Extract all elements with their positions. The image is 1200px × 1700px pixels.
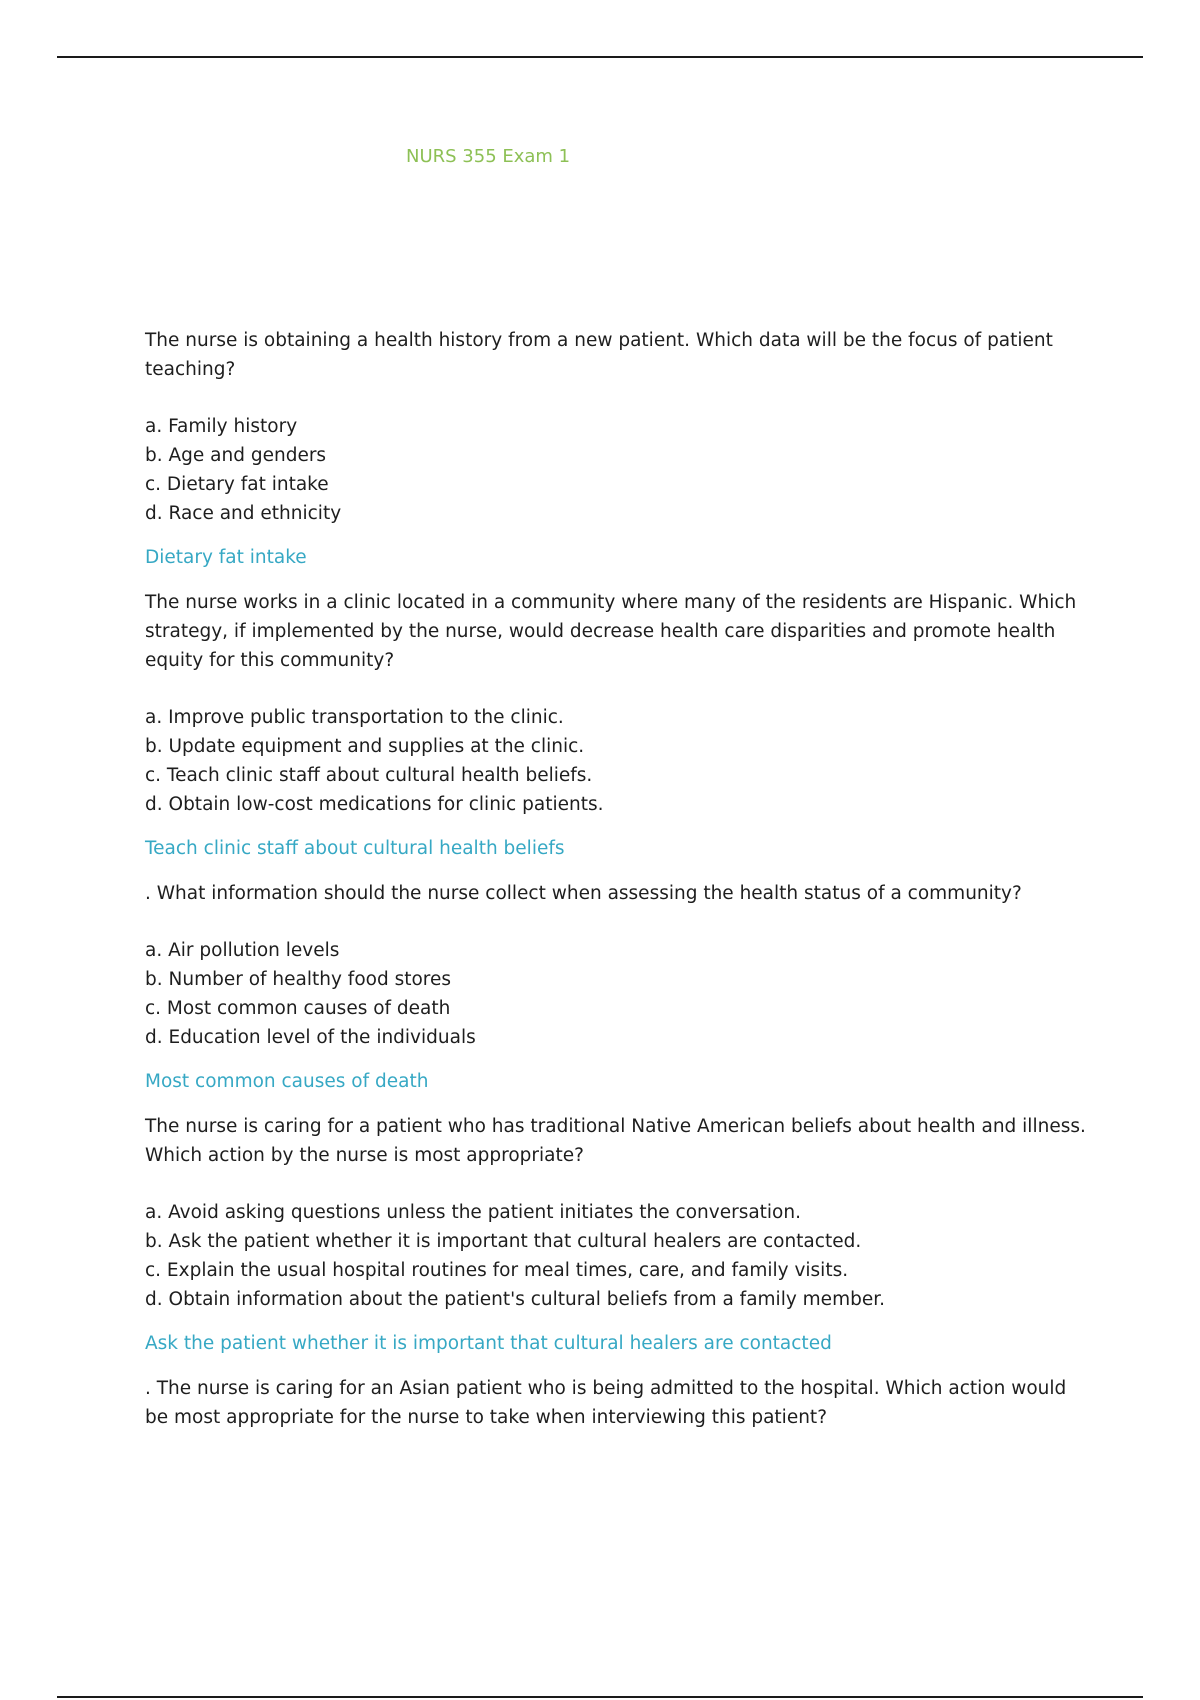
bottom-rule — [57, 1696, 1143, 1698]
question-prompt: The nurse is caring for a patient who has traditional Native American beliefs about health and illness. Which action by the nurse is most appropriate? — [145, 1116, 1086, 1166]
option-d: d. Obtain low-cost medications for clinic patients. — [145, 794, 604, 815]
correct-answer: Most common causes of death — [145, 1071, 429, 1092]
option-c: c. Most common causes of death — [145, 998, 451, 1019]
question-prompt: The nurse works in a clinic located in a community where many of the residents are Hispanic. Which strategy, if implemented by the nurse, would decrease health care disparities and promote health equity for this community? — [145, 592, 1077, 671]
option-a: a. Family history — [145, 416, 298, 437]
top-rule — [57, 56, 1143, 58]
correct-answer: Ask the patient whether it is important that cultural healers are contacted — [145, 1333, 832, 1354]
option-d: d. Obtain information about the patient's cultural beliefs from a family member. — [145, 1289, 885, 1310]
option-b: b. Ask the patient whether it is important that cultural healers are contacted. — [145, 1231, 862, 1252]
question-2 — [145, 588, 1095, 863]
question-4 — [145, 1112, 1095, 1358]
document-title: NURS 355 Exam 1 — [406, 146, 571, 167]
option-c: c. Explain the usual hospital routines for meal times, care, and family visits. — [145, 1260, 849, 1281]
option-d: d. Race and ethnicity — [145, 503, 342, 524]
answer-options — [145, 1198, 1095, 1314]
option-c: c. Teach clinic staff about cultural health beliefs. — [145, 765, 593, 786]
option-b: b. Number of healthy food stores — [145, 969, 452, 990]
question-prompt: . What information should the nurse collect when assessing the health status of a community? — [145, 883, 1022, 904]
question-1 — [145, 326, 1095, 572]
answer-options — [145, 412, 1095, 528]
option-d: d. Education level of the individuals — [145, 1027, 476, 1048]
option-b: b. Age and genders — [145, 445, 327, 466]
answer-options — [145, 703, 1095, 819]
question-prompt: . The nurse is caring for an Asian patient who is being admitted to the hospital. Which action would be most appropriate for the nurse to take when interviewing this patient? — [145, 1378, 1067, 1428]
question-list — [145, 326, 1095, 1460]
question-3 — [145, 879, 1095, 1096]
option-c: c. Dietary fat intake — [145, 474, 329, 495]
answer-options — [145, 936, 1095, 1052]
correct-answer: Teach clinic staff about cultural health beliefs — [145, 838, 565, 859]
question-prompt: The nurse is obtaining a health history from a new patient. Which data will be the focus of patient teaching? — [145, 330, 1053, 380]
option-a: a. Air pollution levels — [145, 940, 340, 961]
option-a: a. Avoid asking questions unless the patient initiates the conversation. — [145, 1202, 801, 1223]
option-a: a. Improve public transportation to the clinic. — [145, 707, 564, 728]
correct-answer: Dietary fat intake — [145, 547, 307, 568]
question-5 — [145, 1374, 1095, 1432]
option-b: b. Update equipment and supplies at the clinic. — [145, 736, 585, 757]
